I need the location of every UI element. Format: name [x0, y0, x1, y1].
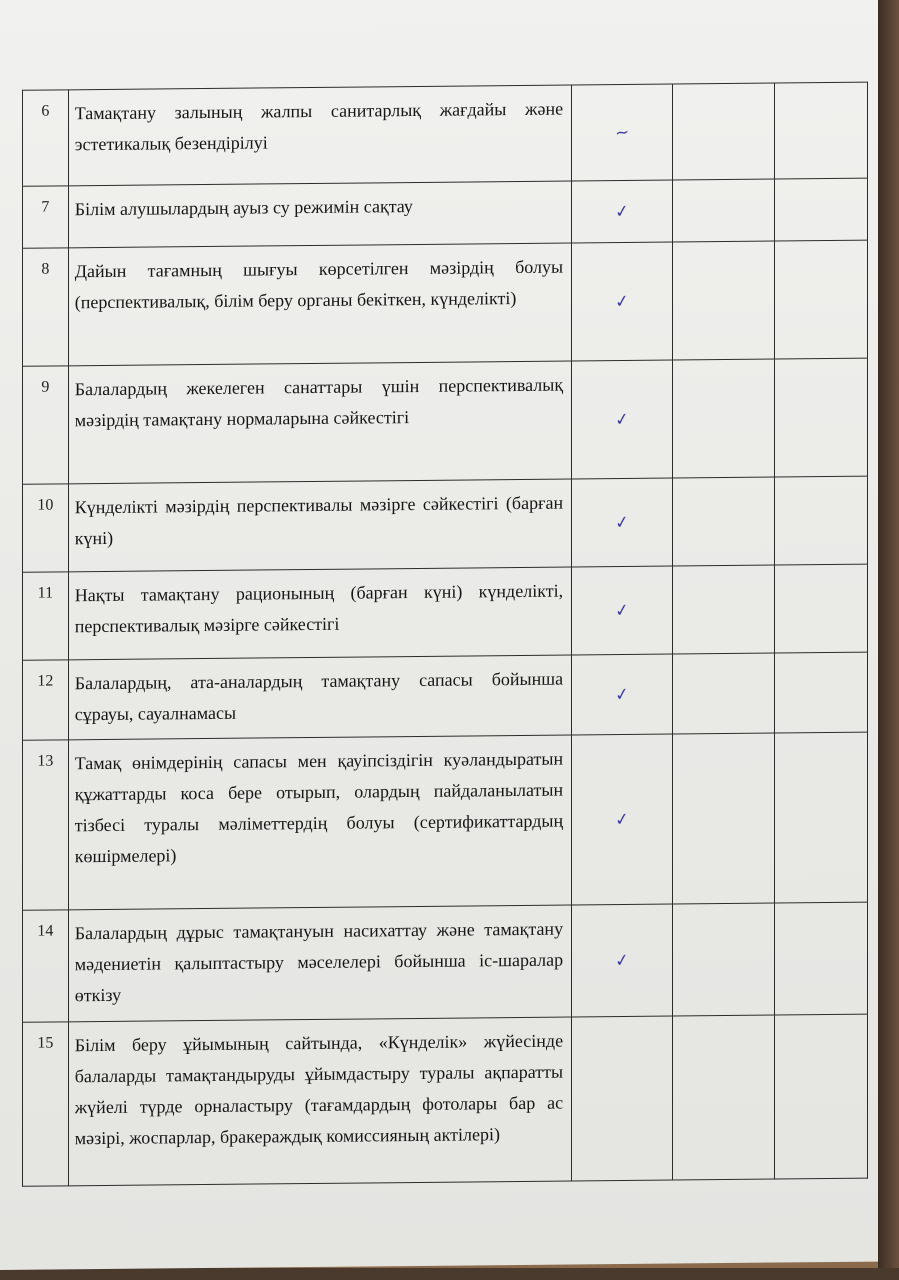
criterion-text: Тамақ өнімдерінің сапасы мен қауіпсіздігін куәландыратын құжаттарды коса бере отырып, олардың пайдаланылатын тізбесі туралы мәліметтердің болуы (сертификаттардың көшірмелері) [68, 735, 571, 910]
empty-cell [775, 1014, 868, 1179]
mark-cell [572, 180, 673, 243]
check-mark-icon: ✓ [613, 949, 631, 972]
empty-cell [775, 240, 868, 359]
mark-cell [572, 654, 673, 735]
table-row [23, 178, 868, 248]
row-number: 12 [23, 660, 69, 740]
table-row [23, 240, 868, 366]
row-number: 14 [23, 910, 69, 1022]
empty-cell [672, 359, 775, 478]
check-mark-icon: ✓ [613, 200, 631, 223]
table-row [23, 82, 868, 186]
empty-cell [672, 1015, 775, 1180]
table-row [23, 732, 868, 910]
criterion-text: Білім алушылардың ауыз су режимін сақтау [68, 181, 571, 248]
mark-cell [572, 242, 673, 361]
empty-cell [775, 732, 868, 903]
check-mark-icon: ✓ [613, 808, 631, 831]
background-bottom [0, 1268, 899, 1280]
empty-cell [672, 903, 775, 1016]
criterion-text: Күнделікті мәзірдің перспективалы мәзірге сәйкестігі (барған күні) [68, 479, 571, 572]
empty-cell [672, 241, 775, 360]
empty-cell [775, 82, 868, 179]
empty-cell [775, 652, 868, 733]
criterion-text: Білім беру ұйымының сайтында, «Күнделік» жүйесінде балаларды тамақтандыруды ұйымдастыру туралы ақпаратты жүйелі түрде орналастыру (тағамдардың фотолары бар ас мәзірі, жоспарлар, бракераждық комиссияның актілері) [68, 1017, 571, 1186]
empty-cell [672, 179, 775, 242]
check-mark-icon: ✓ [613, 599, 631, 622]
empty-cell [775, 358, 868, 477]
empty-cell [775, 476, 868, 565]
empty-cell [672, 565, 775, 654]
criterion-text: Балалардың жекелеген санаттары үшін перспективалық мәзірдің тамақтану нормаларына сәйкестігі [68, 361, 571, 484]
table-row [23, 902, 868, 1022]
empty-cell [775, 902, 868, 1015]
criterion-text: Дайын тағамның шығуы көрсетілген мәзірдің болуы (перспективалық, білім беру органы бекіткен, күнделікті) [68, 243, 571, 366]
check-mark-icon: ✓ [613, 511, 631, 534]
criterion-text: Балалардың, ата-аналардың тамақтану сапасы бойынша сұрауы, сауалнамасы [68, 655, 571, 740]
empty-cell [775, 178, 868, 241]
empty-cell [775, 564, 868, 653]
criterion-text: Балалардың дұрыс тамақтануын насихаттау және тамақтану мәдениетін қалыптастыру мәселелері бойынша іс-шаралар өткізу [68, 905, 571, 1022]
check-mark-icon: ✓ [613, 683, 631, 706]
checklist-table [22, 82, 868, 1187]
row-number: 9 [23, 366, 69, 484]
row-number: 7 [23, 186, 69, 248]
table-row [23, 476, 868, 572]
mark-cell [572, 566, 673, 655]
table-row [23, 564, 868, 660]
empty-cell [672, 653, 775, 734]
check-mark-icon: ~ [613, 121, 631, 144]
mark-cell [572, 904, 673, 1017]
mark-cell [572, 360, 673, 479]
check-mark-icon: ✓ [613, 290, 631, 313]
empty-cell [672, 733, 775, 904]
mark-cell [572, 734, 673, 905]
row-number: 10 [23, 484, 69, 572]
row-number: 11 [23, 572, 69, 660]
empty-cell [672, 477, 775, 566]
table-row [23, 358, 868, 484]
checklist-body [23, 82, 868, 1186]
check-mark-icon: ✓ [613, 408, 631, 431]
row-number: 8 [23, 248, 69, 366]
background-edge [878, 0, 899, 1280]
row-number: 15 [23, 1022, 69, 1186]
mark-cell [572, 1016, 673, 1181]
empty-cell [672, 83, 775, 180]
criterion-text: Тамақтану залының жалпы санитарлық жағдайы және эстетикалық безендірілуі [68, 85, 571, 186]
row-number: 13 [23, 740, 69, 910]
table-row [23, 1014, 868, 1186]
mark-cell [572, 478, 673, 567]
mark-cell [572, 84, 673, 181]
row-number: 6 [23, 90, 69, 186]
criterion-text: Нақты тамақтану рационының (барған күні) күнделікті, перспективалық мәзірге сәйкестігі [68, 567, 571, 660]
table-row [23, 652, 868, 740]
